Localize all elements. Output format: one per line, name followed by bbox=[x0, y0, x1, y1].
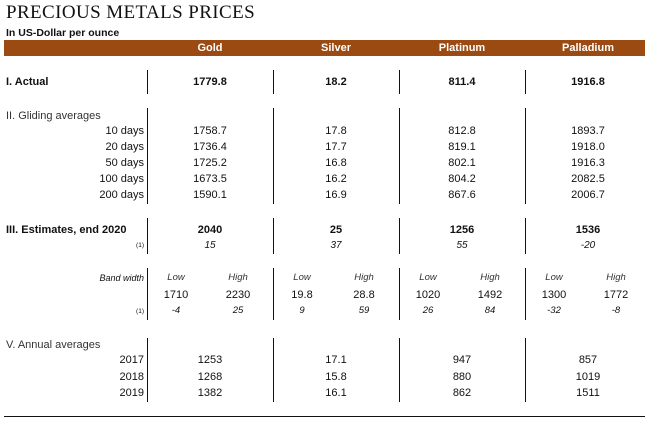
value-cell: 1253 bbox=[197, 354, 223, 366]
row-label: 2018 bbox=[119, 371, 144, 383]
row-label: 200 days bbox=[99, 189, 144, 201]
column-header-silver: Silver bbox=[321, 42, 351, 54]
value-cell: 862 bbox=[452, 387, 472, 399]
value-cell: 804.2 bbox=[448, 173, 476, 185]
section-label-annual: V. Annual averages bbox=[6, 339, 101, 351]
value-cell: 1893.7 bbox=[571, 125, 605, 137]
column-header-platinum: Platinum bbox=[438, 42, 486, 54]
band-low-label: Low bbox=[293, 272, 311, 283]
value-cell: 1779.8 bbox=[193, 76, 227, 88]
value-cell: 1673.5 bbox=[193, 173, 227, 185]
footnote-marker: (1) bbox=[136, 308, 144, 315]
percent-cell: 15 bbox=[204, 240, 216, 251]
value-cell: 2082.5 bbox=[571, 173, 605, 185]
section-label-actual: I. Actual bbox=[6, 76, 49, 88]
divider bbox=[273, 108, 274, 204]
value-cell: 1019 bbox=[575, 371, 601, 383]
value-cell: 2006.7 bbox=[571, 189, 605, 201]
value-cell: 1382 bbox=[197, 387, 223, 399]
row-label: 2017 bbox=[119, 354, 144, 366]
value-cell: 25 bbox=[329, 224, 343, 236]
band-low-label: Low bbox=[167, 272, 185, 283]
value-cell: 16.8 bbox=[325, 157, 347, 169]
divider bbox=[399, 218, 400, 254]
value-cell: 2040 bbox=[197, 224, 223, 236]
value-cell: 1536 bbox=[575, 224, 601, 236]
band-percent: -8 bbox=[611, 305, 621, 316]
column-header-palladium: Palladium bbox=[562, 42, 614, 54]
divider bbox=[525, 218, 526, 254]
band-value: 1020 bbox=[415, 289, 441, 301]
section-label-gliding: II. Gliding averages bbox=[6, 110, 101, 122]
band-percent: 59 bbox=[358, 305, 370, 316]
value-cell: 1256 bbox=[449, 224, 475, 236]
percent-cell: 37 bbox=[330, 240, 342, 251]
section-label-estimates: III. Estimates, end 2020 bbox=[6, 224, 127, 236]
divider bbox=[273, 338, 274, 402]
divider bbox=[399, 108, 400, 204]
divider bbox=[399, 70, 400, 94]
row-label: 50 days bbox=[105, 157, 144, 169]
band-percent: -32 bbox=[547, 305, 561, 316]
band-value: 1772 bbox=[603, 289, 629, 301]
band-percent: 9 bbox=[299, 305, 305, 316]
row-label: 2019 bbox=[119, 387, 144, 399]
divider bbox=[525, 268, 526, 320]
divider bbox=[147, 218, 148, 254]
band-value: 19.8 bbox=[291, 289, 313, 301]
row-label: 10 days bbox=[105, 125, 144, 137]
divider bbox=[525, 70, 526, 94]
band-width-label: Band width bbox=[99, 273, 144, 283]
band-low-label: Low bbox=[545, 272, 563, 283]
band-percent: -4 bbox=[171, 305, 181, 316]
divider bbox=[525, 108, 526, 204]
divider bbox=[147, 338, 148, 402]
band-high-label: High bbox=[606, 272, 626, 283]
footnote-marker: (1) bbox=[136, 242, 144, 249]
value-cell: 16.2 bbox=[325, 173, 347, 185]
band-percent: 26 bbox=[422, 305, 434, 316]
row-label: 100 days bbox=[99, 173, 144, 185]
unit-subtitle: In US-Dollar per ounce bbox=[6, 27, 120, 39]
value-cell: 15.8 bbox=[325, 371, 347, 383]
value-cell: 1918.0 bbox=[571, 141, 605, 153]
band-high-label: High bbox=[228, 272, 248, 283]
band-value: 1300 bbox=[541, 289, 567, 301]
value-cell: 16.1 bbox=[325, 387, 347, 399]
value-cell: 1736.4 bbox=[193, 141, 227, 153]
band-value: 1492 bbox=[477, 289, 503, 301]
percent-cell: -20 bbox=[580, 240, 596, 251]
column-header-bar bbox=[4, 40, 645, 56]
band-percent: 25 bbox=[232, 305, 244, 316]
band-value: 1710 bbox=[163, 289, 189, 301]
value-cell: 1758.7 bbox=[193, 125, 227, 137]
band-low-label: Low bbox=[419, 272, 437, 283]
percent-cell: 55 bbox=[456, 240, 468, 251]
divider bbox=[399, 268, 400, 320]
divider bbox=[147, 108, 148, 204]
value-cell: 819.1 bbox=[448, 141, 476, 153]
value-cell: 867.6 bbox=[448, 189, 476, 201]
value-cell: 811.4 bbox=[448, 76, 476, 88]
page-title: PRECIOUS METALS PRICES bbox=[6, 2, 256, 23]
divider bbox=[273, 268, 274, 320]
value-cell: 857 bbox=[578, 354, 598, 366]
value-cell: 17.7 bbox=[325, 141, 347, 153]
value-cell: 17.1 bbox=[325, 354, 347, 366]
value-cell: 1590.1 bbox=[193, 189, 227, 201]
band-high-label: High bbox=[354, 272, 374, 283]
row-label: 20 days bbox=[105, 141, 144, 153]
value-cell: 1725.2 bbox=[193, 157, 227, 169]
value-cell: 812.8 bbox=[448, 125, 476, 137]
band-percent: 84 bbox=[484, 305, 496, 316]
value-cell: 1916.3 bbox=[571, 157, 605, 169]
value-cell: 880 bbox=[452, 371, 472, 383]
divider bbox=[273, 70, 274, 94]
band-high-label: High bbox=[480, 272, 500, 283]
value-cell: 802.1 bbox=[448, 157, 476, 169]
band-value: 2230 bbox=[225, 289, 251, 301]
value-cell: 1916.8 bbox=[571, 76, 605, 88]
divider bbox=[399, 338, 400, 402]
divider bbox=[525, 338, 526, 402]
column-header-gold: Gold bbox=[197, 42, 223, 54]
divider bbox=[273, 218, 274, 254]
value-cell: 18.2 bbox=[325, 76, 347, 88]
band-value: 28.8 bbox=[353, 289, 375, 301]
bottom-rule bbox=[4, 416, 645, 417]
value-cell: 1268 bbox=[197, 371, 223, 383]
value-cell: 947 bbox=[452, 354, 472, 366]
divider bbox=[147, 70, 148, 94]
value-cell: 1511 bbox=[576, 387, 600, 399]
value-cell: 16.9 bbox=[325, 189, 347, 201]
divider bbox=[147, 268, 148, 320]
value-cell: 17.8 bbox=[325, 125, 347, 137]
